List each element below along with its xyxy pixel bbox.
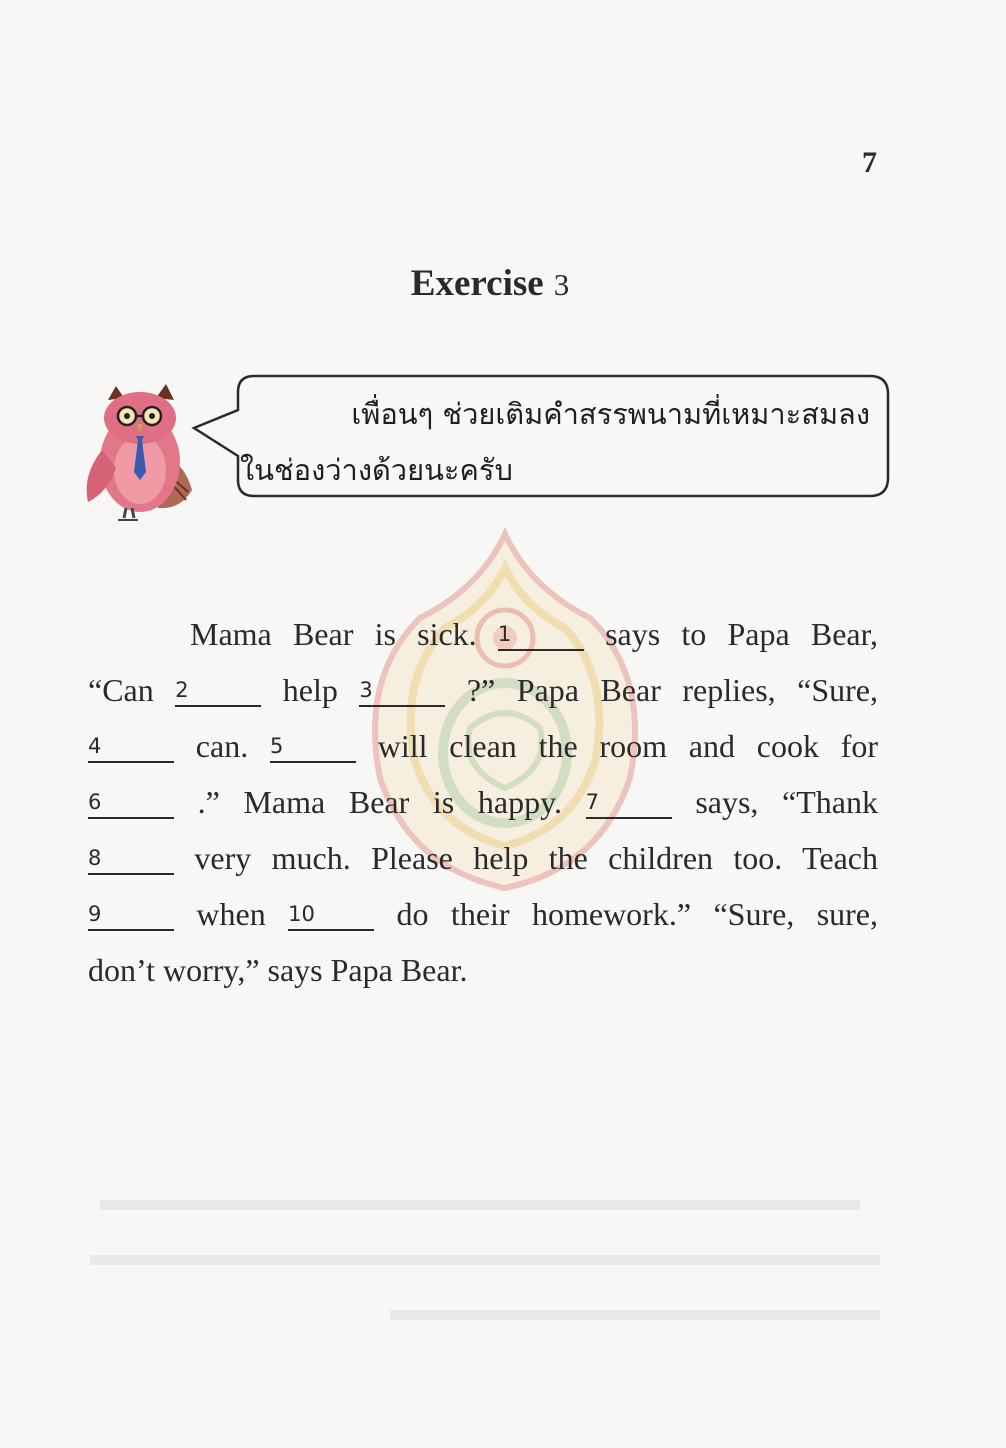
owl-mascot-icon (80, 380, 200, 522)
passage-line (88, 942, 878, 998)
bubble-line-1: เพื่อนๆ ช่วยเติมคำสรรพนามที่เหมาะสมลง (351, 397, 870, 431)
passage-text: do their homework.” “Sure, sure, (396, 896, 879, 932)
answer-blank[interactable]: 1 (498, 619, 584, 651)
exercise-title (0, 262, 980, 305)
bubble-line-2: ในช่องว่างด้วยนะครับ (240, 453, 513, 487)
answer-blank[interactable]: 7 (586, 787, 672, 819)
passage-line (88, 606, 878, 662)
passage-line (88, 718, 878, 774)
answer-blank[interactable]: 5 (270, 731, 356, 763)
passage-line (88, 830, 878, 886)
answer-blank[interactable]: 8 (88, 843, 174, 875)
passage-text: says, “Thank (695, 784, 879, 820)
exercise-title-word: Exercise (410, 263, 544, 304)
answer-blank[interactable]: 4 (88, 731, 174, 763)
exercise-passage (88, 606, 878, 998)
passage-text: don’t worry,” says Papa Bear. (88, 952, 468, 988)
answer-blank[interactable]: 10 (288, 899, 374, 931)
passage-line (88, 886, 878, 942)
bleed-through-texture (90, 1180, 890, 1340)
passage-line (88, 774, 878, 830)
passage-text: very much. Please help the children too. Teach (194, 840, 879, 876)
passage-text: Mama Bear is sick. (190, 616, 477, 652)
passage-text: when (196, 896, 266, 932)
passage-text: help (282, 672, 338, 708)
passage-text: ?” Papa Bear replies, “Sure, (466, 672, 879, 708)
exercise-title-number: 3 (553, 267, 570, 302)
passage-line (88, 662, 878, 718)
answer-blank[interactable]: 3 (359, 675, 445, 707)
passage-text: will clean the room and cook for (377, 728, 879, 764)
answer-blank[interactable]: 6 (88, 787, 174, 819)
passage-text: can. (195, 728, 249, 764)
page-number: 7 (862, 146, 877, 179)
answer-blank[interactable]: 9 (88, 899, 174, 931)
answer-blank[interactable]: 2 (175, 675, 261, 707)
speech-bubble-text (240, 386, 870, 498)
passage-text: says to Papa Bear, (605, 616, 878, 652)
passage-text: “Can (88, 672, 154, 708)
passage-text: .” Mama Bear is happy. (197, 784, 563, 820)
